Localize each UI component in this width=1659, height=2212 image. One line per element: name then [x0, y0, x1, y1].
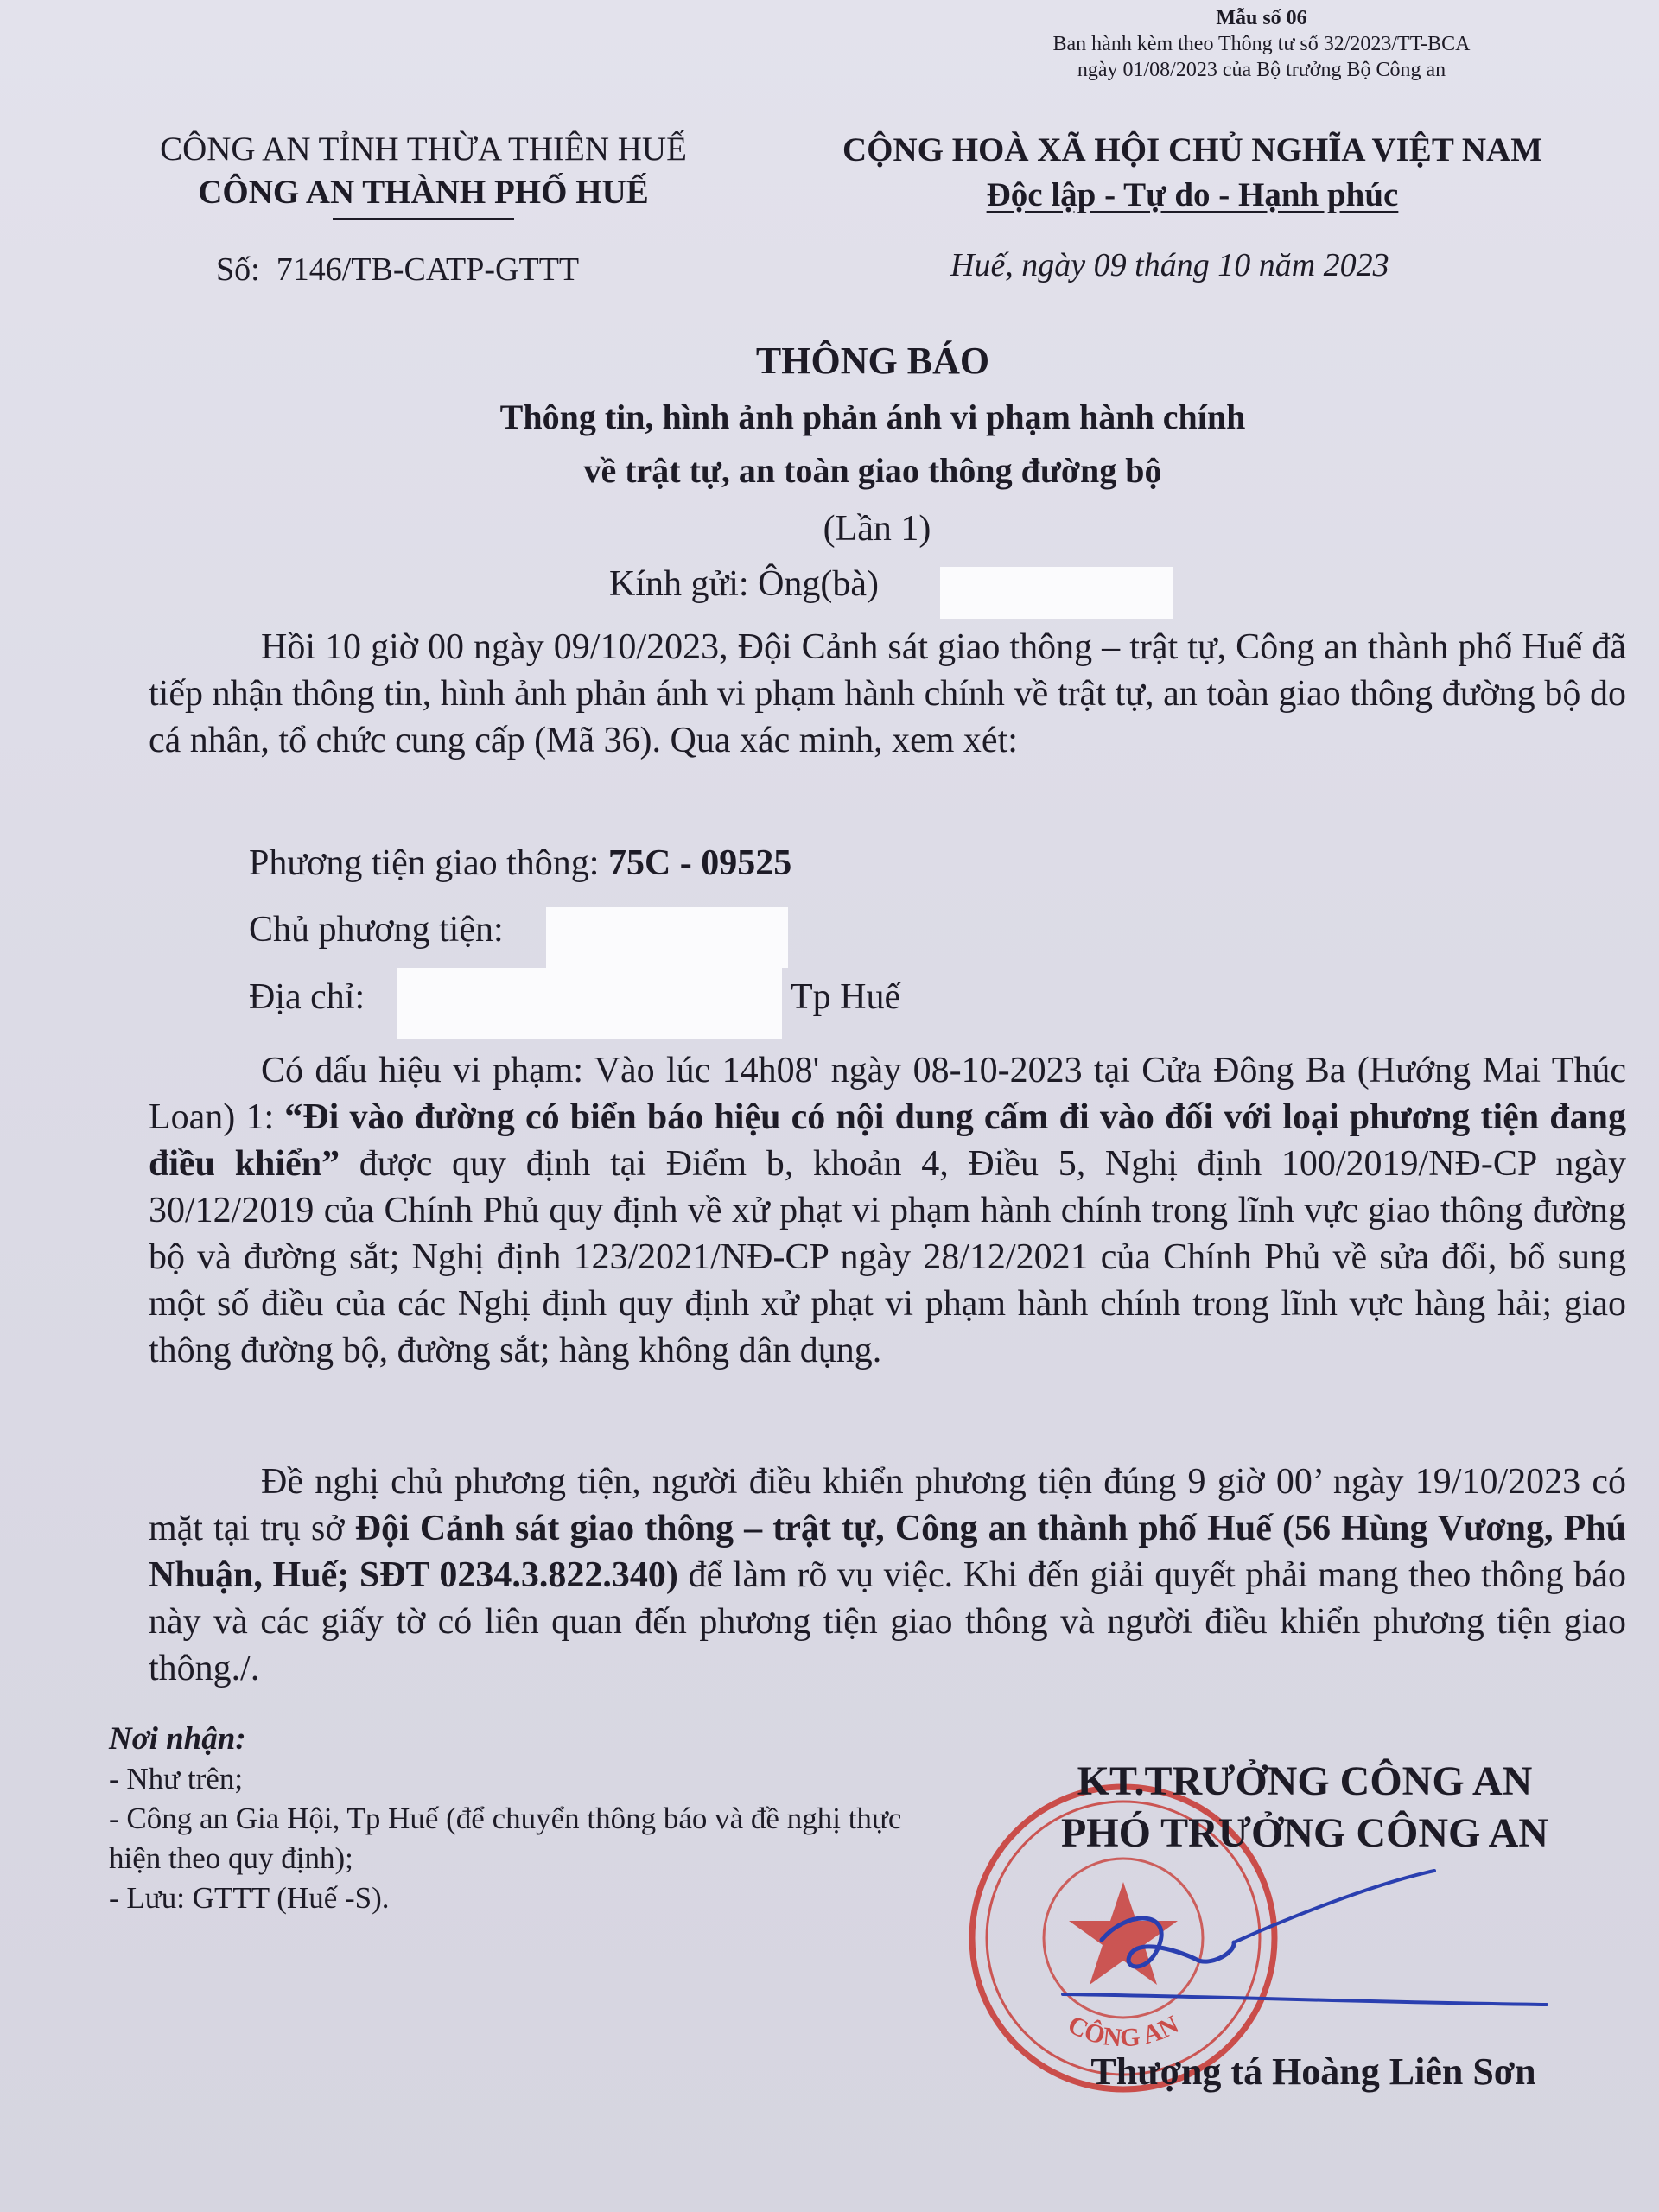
form-note [1020, 5, 1503, 83]
place-date: Huế, ngày 09 tháng 10 năm 2023 [950, 247, 1389, 283]
address-field [249, 976, 365, 1018]
signer-name: Thượng tá Hoàng Liên Sơn [1090, 2050, 1536, 2093]
document-title: THÔNG BÁO [755, 340, 990, 382]
agency-underline [333, 218, 514, 220]
request-intro: Đề nghị chủ phương tiện, người điều khiển phương tiện đúng 9 giờ 00’ ngày 19/10/2023 có mặt tại trụ sở [149, 1462, 1626, 1548]
header-agency [104, 128, 743, 220]
recipients-heading: Nơi nhận: [109, 1721, 246, 1757]
document-subtitle [0, 391, 1659, 498]
vehicle-field [249, 842, 791, 884]
form-note-line2: ngày 01/08/2023 của Bộ trưởng Bộ Công an [1077, 59, 1446, 81]
address-city: Tp Huế [791, 977, 901, 1017]
attempt-number: (Lần 1) [823, 509, 931, 549]
violation-intro: Có dấu hiệu vi phạm: Vào lúc 14h08' ngày 08-10-2023 tại Cửa Đông Ba (Hướng Mai Thúc Loan) 1: [149, 1051, 1626, 1137]
form-code: Mẫu số 06 [1216, 7, 1307, 29]
recipients [109, 1719, 904, 1918]
vehicle-plate: 75C - 09525 [607, 843, 792, 883]
request-rest: để làm rõ vụ việc. Khi đến giải quyết phải mang theo thông báo này và các giấy tờ có liên quan đến phương tiện giao thông và người điều khiển phương tiện giao thông./. [149, 1555, 1627, 1688]
seal-text: CÔNG AN [1063, 2010, 1184, 2053]
address-label: Địa chỉ: [249, 977, 365, 1017]
address-redaction [397, 968, 782, 1039]
subtitle-line1: Thông tin, hình ảnh phản ánh vi phạm hành chính [499, 397, 1246, 436]
signature-title-line2: PHÓ TRƯỞNG CÔNG AN [1060, 1810, 1549, 1856]
subtitle-line2: về trật tự, an toàn giao thông đường bộ [583, 451, 1162, 490]
document-number [216, 251, 579, 289]
handwritten-signature [1028, 1858, 1581, 2022]
request-office: Đội Cảnh sát giao thông – trật tự, Công an thành phố Huế (56 Hùng Vương, Phú Nhuận, Huế; SĐT 0234.3.822.340) [149, 1509, 1627, 1595]
paragraph-request [149, 1459, 1626, 1692]
addressee [609, 563, 879, 605]
agency-parent: CÔNG AN TỈNH THỪA THIÊN HUẾ [160, 130, 687, 168]
owner-field [249, 909, 504, 950]
nation-motto: Độc lập - Tự do - Hạnh phúc [986, 176, 1399, 213]
recipient-item: - Công an Gia Hội, Tp Huế (để chuyển thông báo và đề nghị thực hiện theo quy định); [109, 1802, 902, 1875]
recipient-item: - Như trên; [109, 1762, 244, 1796]
agency-name: CÔNG AN THÀNH PHỐ HUẾ [198, 174, 649, 211]
header-nation [778, 128, 1607, 218]
owner-label: Chủ phương tiện: [249, 910, 504, 950]
paragraph-violation [149, 1047, 1626, 1374]
document-number-value: 7146/TB-CATP-GTTT [276, 251, 580, 288]
violation-quote: “Đi vào đường có biển báo hiệu có nội dung cấm đi vào đối với loại phương tiện đang điều khiển” [149, 1097, 1627, 1184]
document-number-label: Số: [216, 251, 260, 288]
paragraph-received: Hồi 10 giờ 00 ngày 09/10/2023, Đội Cảnh sát giao thông – trật tự, Công an thành phố Huế đã tiếp nhận thông tin, hình ảnh phản ánh vi phạm hành chính về trật tự, an toàn giao thông đường bộ do cá nhân, tổ chức cung cấp (Mã 36). Qua xác minh, xem xét: [149, 627, 1626, 760]
signature-title [1011, 1756, 1599, 1859]
signature-title-line1: KT.TRƯỞNG CÔNG AN [1077, 1758, 1533, 1804]
owner-redaction [546, 907, 788, 968]
violation-legal-basis: được quy định tại Điểm b, khoản 4, Điều 5, Nghị định 100/2019/NĐ-CP ngày 30/12/2019 của Chính Phủ quy định về xử phạt vi phạm hành chính trong lĩnh vực giao thông đường bộ và đường sắt; Nghị định 123/2021/NĐ-CP ngày 28/12/2021 của Chính Phủ về sửa đổi, bổ sung một số điều của các Nghị định quy định xử phạt vi phạm hành chính trong lĩnh vực hàng hải; giao thông đường bộ, đường sắt; hàng không dân dụng. [149, 1144, 1626, 1370]
nation-name: CỘNG HOÀ XÃ HỘI CHỦ NGHĨA VIỆT NAM [842, 131, 1543, 168]
addressee-label: Kính gửi: Ông(bà) [609, 564, 880, 604]
recipient-item: - Lưu: GTTT (Huế -S). [109, 1881, 390, 1915]
form-note-line1: Ban hành kèm theo Thông tư số 32/2023/TT-BCA [1052, 33, 1471, 55]
addressee-redaction [940, 567, 1173, 619]
vehicle-label: Phương tiện giao thông: [249, 843, 600, 883]
